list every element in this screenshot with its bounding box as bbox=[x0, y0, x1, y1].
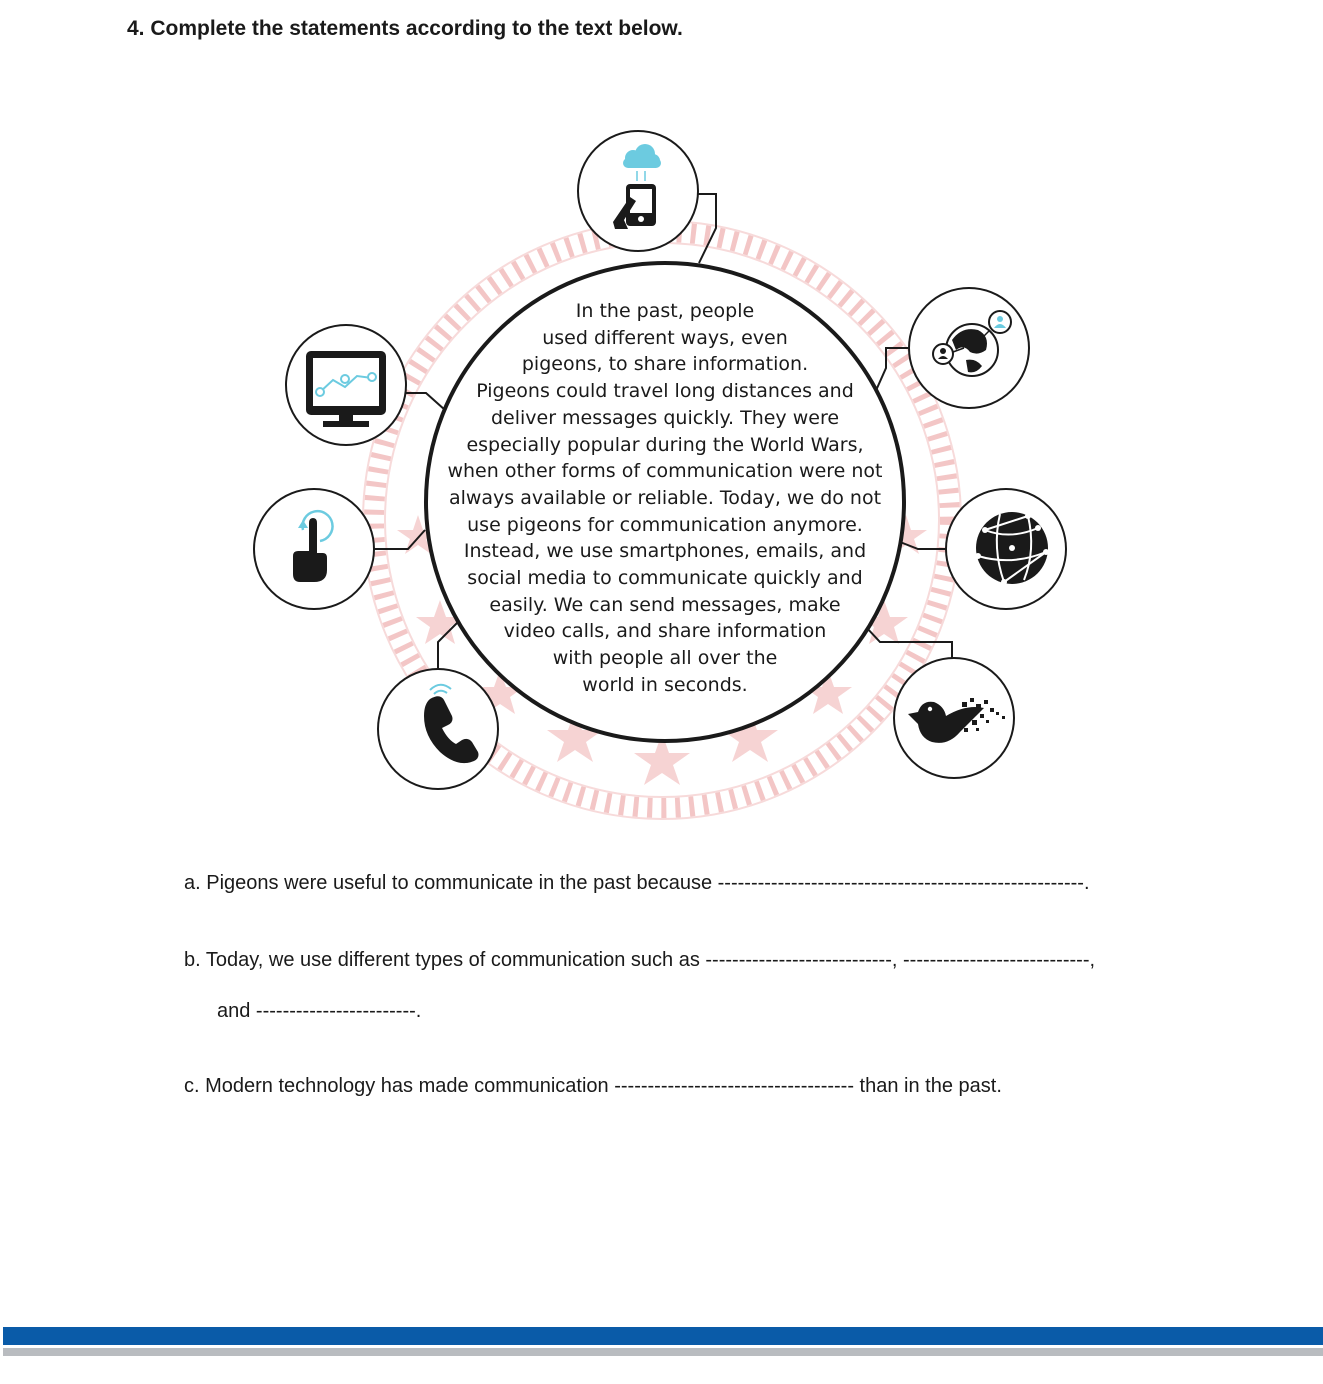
passage-line: pigeons, to share information. bbox=[521, 353, 809, 376]
passage-line: Instead, we use smartphones, emails, and bbox=[463, 540, 867, 563]
exercise-title: 4. Complete the statements according to the text below. bbox=[127, 17, 683, 40]
footer-bar-grey bbox=[3, 1348, 1323, 1356]
question-a: a. Pigeons were useful to communicate in the past because -------------------------------------------------------. bbox=[184, 872, 1090, 894]
passage-line: world in seconds. bbox=[582, 673, 748, 696]
passage-line: social media to communicate quickly and bbox=[467, 567, 863, 590]
passage-line: especially popular during the World Wars, bbox=[466, 433, 864, 456]
passage-line: video calls, and share information bbox=[503, 620, 827, 643]
passage-line: when other forms of communication were not bbox=[447, 460, 883, 483]
question-b-line1: b. Today, we use different types of communication such as ----------------------------, ----------------------------, bbox=[184, 949, 1096, 971]
passage-line: use pigeons for communication anymore. bbox=[467, 513, 863, 536]
passage-line: In the past, people bbox=[575, 300, 755, 322]
passage-line: used different ways, even bbox=[542, 326, 788, 349]
passage-text bbox=[440, 298, 890, 699]
passage-line: with people all over the bbox=[552, 647, 778, 670]
question-b-line2: and ------------------------. bbox=[217, 1000, 422, 1022]
footer-bar-blue bbox=[3, 1327, 1323, 1345]
question-c: c. Modern technology has made communication ------------------------------------ than in the past. bbox=[184, 1075, 1002, 1097]
passage-line: Pigeons could travel long distances and bbox=[476, 380, 854, 403]
passage-line: deliver messages quickly. They were bbox=[490, 406, 840, 429]
passage-line: always available or reliable. Today, we do not bbox=[448, 486, 882, 509]
passage-line: easily. We can send messages, make bbox=[489, 593, 841, 616]
